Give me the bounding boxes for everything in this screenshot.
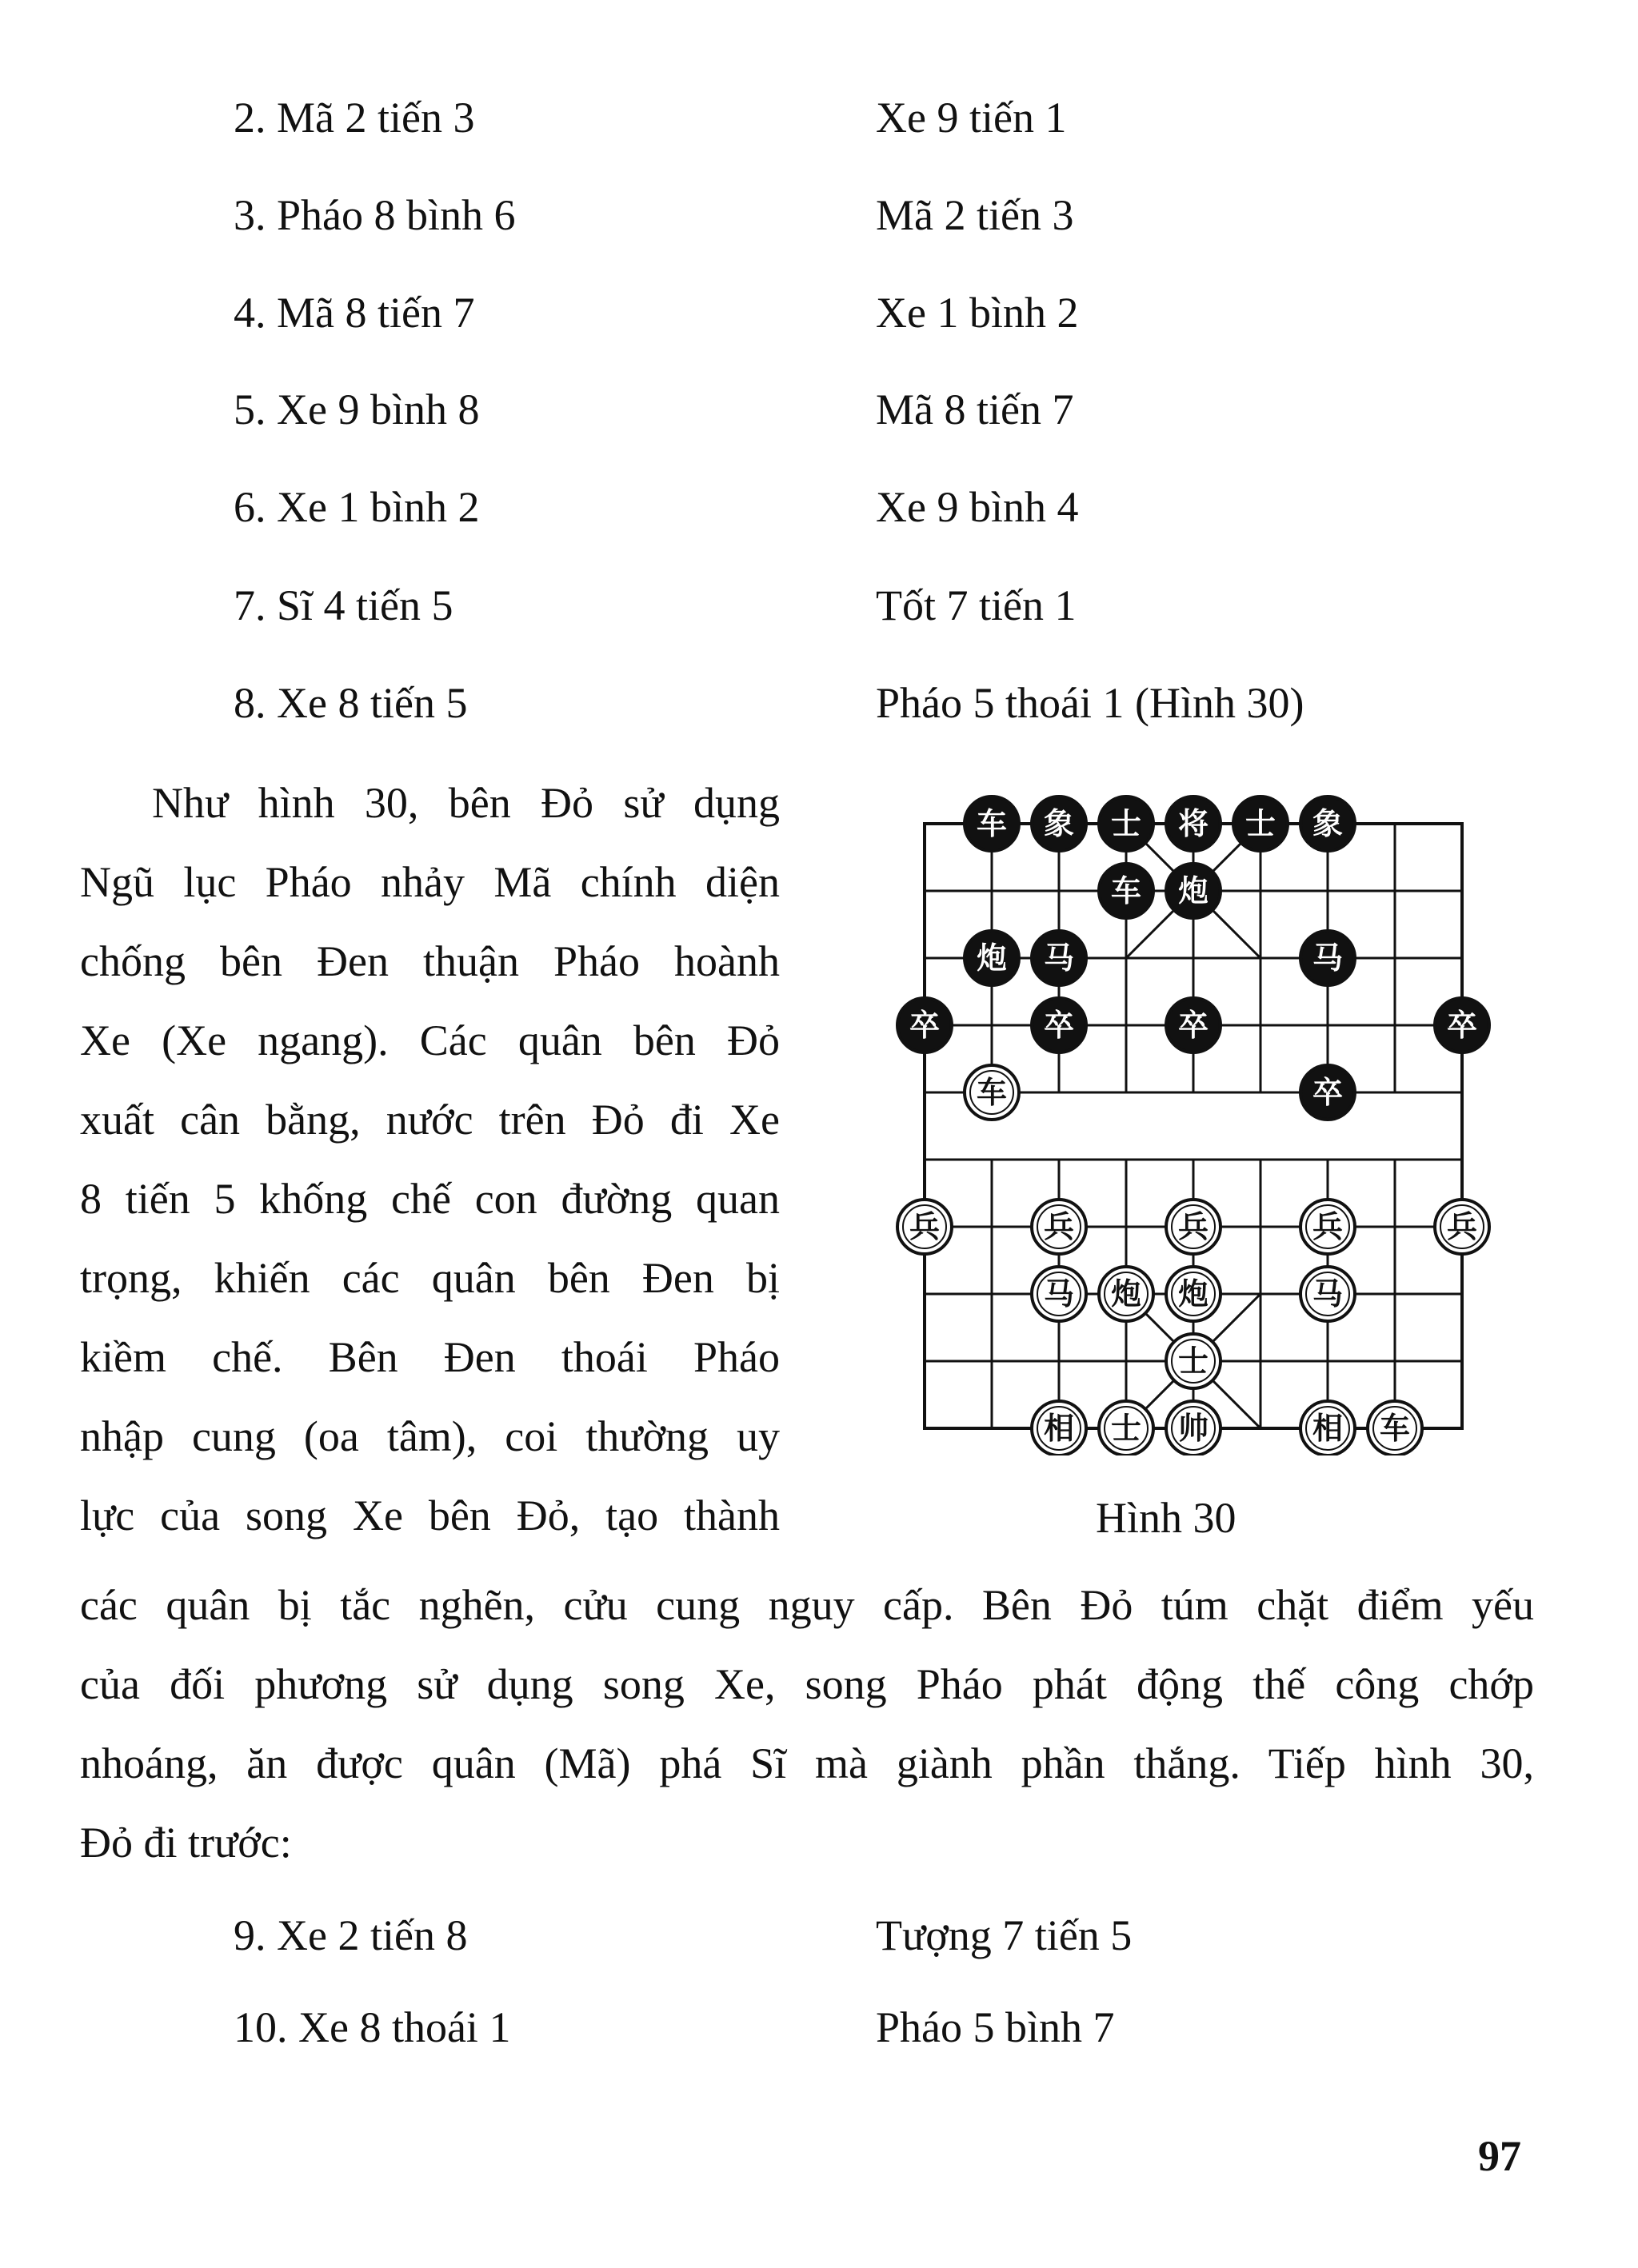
piece-label: 帅 <box>1177 1411 1209 1446</box>
text-line: chống bên Đen thuận Pháo hoành <box>80 937 780 985</box>
move-red: 4. Mã 8 tiến 7 <box>234 289 475 337</box>
move-black: Xe 9 tiến 1 <box>876 94 1067 142</box>
text-line: lực của song Xe bên Đỏ, tạo thành <box>80 1491 780 1539</box>
move-black: Pháo 5 thoái 1 (Hình 30) <box>876 679 1304 727</box>
piece-label: 兵 <box>1177 1209 1209 1244</box>
move-red: 5. Xe 9 bình 8 <box>234 385 480 433</box>
piece-label: 士 <box>1110 806 1142 841</box>
piece-label: 炮 <box>1110 1276 1142 1312</box>
paragraph-full <box>80 1566 1534 1883</box>
text-line: 8 tiến 5 khống chế con đường quan <box>80 1175 780 1223</box>
move-black: Mã 8 tiến 7 <box>876 385 1074 433</box>
piece-label: 相 <box>1312 1411 1344 1446</box>
piece-label: 兵 <box>1043 1209 1075 1244</box>
page-number: 97 <box>1478 2132 1521 2180</box>
piece-label: 象 <box>1043 806 1075 841</box>
figure-caption: Hình 30 <box>1096 1494 1236 1542</box>
move-black: Tốt 7 tiến 1 <box>876 581 1077 629</box>
xiangqi-board <box>888 792 1496 1455</box>
text-line: Ngũ lục Pháo nhảy Mã chính diện <box>80 858 780 906</box>
paragraph-left <box>80 764 780 1555</box>
piece-label: 兵 <box>1312 1209 1344 1244</box>
move-red: 8. Xe 8 tiến 5 <box>234 679 468 727</box>
text-line: xuất cân bằng, nước trên Đỏ đi Xe <box>80 1096 780 1144</box>
piece-label: 士 <box>1177 1344 1209 1379</box>
piece-label: 马 <box>1043 940 1075 976</box>
text-line: kiềm chế. Bên Đen thoái Pháo <box>80 1333 780 1381</box>
move-black: Mã 2 tiến 3 <box>876 191 1074 239</box>
piece-label: 炮 <box>1177 873 1209 908</box>
move-black: Xe 1 bình 2 <box>876 289 1079 337</box>
piece-label: 象 <box>1312 806 1344 841</box>
text-line: Xe (Xe ngang). Các quân bên Đỏ <box>80 1016 780 1064</box>
piece-label: 车 <box>976 806 1008 841</box>
piece-label: 卒 <box>1043 1008 1075 1043</box>
move-red: 10. Xe 8 thoái 1 <box>234 2003 511 2051</box>
piece-label: 相 <box>1043 1411 1075 1446</box>
text-line: Đỏ đi trước: <box>80 1819 292 1867</box>
move-black: Pháo 5 bình 7 <box>876 2003 1115 2051</box>
piece-label: 车 <box>976 1075 1008 1110</box>
move-red: 6. Xe 1 bình 2 <box>234 483 480 531</box>
piece-label: 卒 <box>1312 1075 1344 1110</box>
piece-label: 马 <box>1312 940 1344 976</box>
piece-label: 兵 <box>909 1209 941 1244</box>
piece-label: 炮 <box>1177 1276 1209 1312</box>
move-red: 9. Xe 2 tiến 8 <box>234 1911 468 1959</box>
text-line: các quân bị tắc nghẽn, cửu cung nguy cấp. Bên Đỏ túm chặt điểm yếu <box>80 1581 1534 1629</box>
piece-label: 炮 <box>976 940 1008 976</box>
text-line: nhập cung (oa tâm), coi thường uy <box>80 1412 780 1460</box>
piece-label: 兵 <box>1446 1209 1478 1244</box>
piece-label: 士 <box>1110 1411 1142 1446</box>
move-red: 7. Sĩ 4 tiến 5 <box>234 581 453 629</box>
text-line: Như hình 30, bên Đỏ sử dụng <box>152 779 780 827</box>
piece-label: 卒 <box>909 1008 941 1043</box>
move-black: Tượng 7 tiến 5 <box>876 1911 1133 1959</box>
piece-label: 车 <box>1110 873 1142 908</box>
piece-label: 卒 <box>1177 1008 1209 1043</box>
move-red: 2. Mã 2 tiến 3 <box>234 94 475 142</box>
piece-label: 卒 <box>1446 1008 1478 1043</box>
piece-label: 车 <box>1379 1411 1411 1446</box>
move-red: 3. Pháo 8 bình 6 <box>234 191 516 239</box>
text-line: nhoáng, ăn được quân (Mã) phá Sĩ mà giành phần thắng. Tiếp hình 30, <box>80 1739 1534 1787</box>
piece-label: 马 <box>1312 1276 1344 1312</box>
text-line: của đối phương sử dụng song Xe, song Pháo phát động thế công chớp <box>80 1660 1534 1708</box>
piece-label: 将 <box>1177 806 1209 841</box>
text-line: trọng, khiến các quân bên Đen bị <box>80 1254 780 1302</box>
piece-label: 马 <box>1043 1276 1075 1312</box>
piece-label: 士 <box>1244 806 1276 841</box>
move-black: Xe 9 bình 4 <box>876 483 1079 531</box>
